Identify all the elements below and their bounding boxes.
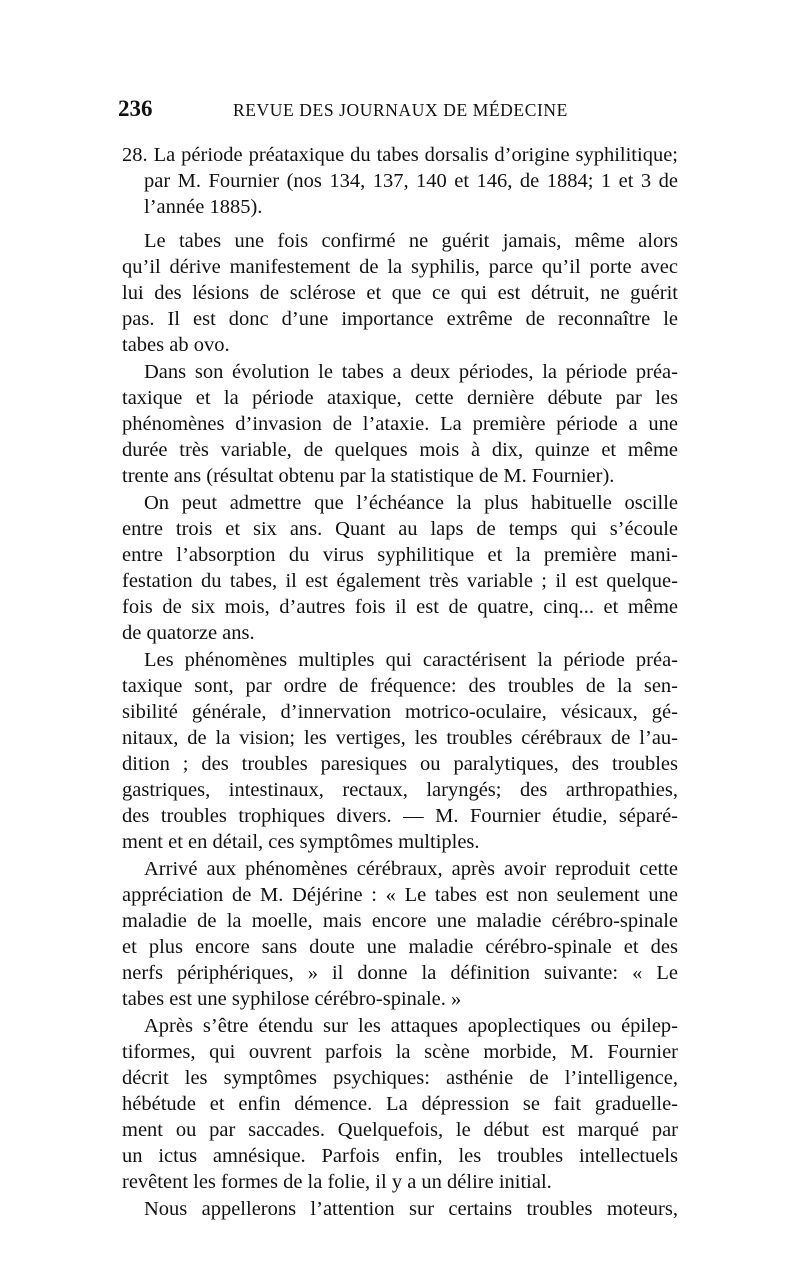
paragraph-line: taxique et la période ataxique, cette dernière débute par les — [122, 387, 678, 409]
paragraph-line: On peut admettre que l’échéance la plus habituelle oscille — [144, 492, 678, 514]
article-title-line: 28. La période préataxique du tabes dorsalis d’origine syphilitique; — [122, 144, 678, 166]
paragraph-line: tabes ab ovo. — [122, 334, 230, 356]
paragraph-line: trente ans (résultat obtenu par la statistique de M. Fournier). — [122, 465, 615, 487]
paragraph-line: pas. Il est donc d’une importance extrême de reconnaître le — [122, 308, 678, 330]
paragraph-line: ment ou par saccades. Quelquefois, le début est marqué par — [122, 1119, 678, 1141]
page-number: 236 — [118, 96, 153, 121]
paragraph-line: Dans son évolution le tabes a deux périodes, la période préa- — [144, 361, 678, 383]
paragraph-line: appréciation de M. Déjérine : « Le tabes est non seulement une — [122, 884, 678, 906]
paragraph-line: tabes est une syphilose cérébro-spinale. » — [122, 988, 462, 1010]
paragraph-line: Nous appellerons l’attention sur certains troubles moteurs, — [144, 1198, 678, 1220]
article-title-line: par M. Fournier (nos 134, 137, 140 et 146, de 1884; 1 et 3 de — [144, 170, 678, 192]
paragraph-line: des troubles trophiques divers. — M. Fournier étudie, séparé- — [122, 805, 678, 827]
paragraph-line: Arrivé aux phénomènes cérébraux, après avoir reproduit cette — [144, 858, 678, 880]
paragraph-line: décrit les symptômes psychiques: asthénie de l’intelligence, — [122, 1067, 678, 1089]
paragraph-line: entre l’absorption du virus syphilitique et la première mani- — [122, 544, 678, 566]
paragraph-line: Le tabes une fois confirmé ne guérit jamais, même alors — [144, 230, 678, 252]
paragraph-line: sibilité générale, d’innervation motrico-oculaire, vésicaux, gé- — [122, 701, 678, 723]
running-head: REVUE DES JOURNAUX DE MÉDECINE — [233, 100, 568, 120]
paragraph-line: ment et en détail, ces symptômes multiples. — [122, 831, 480, 853]
paragraph-line: gastriques, intestinaux, rectaux, laryngés; des arthropathies, — [122, 779, 678, 801]
paragraph-line: qu’il dérive manifestement de la syphilis, parce qu’il porte avec — [122, 256, 678, 278]
paragraph-line: Les phénomènes multiples qui caractérisent la période préa- — [144, 649, 678, 671]
page-header — [118, 96, 678, 126]
paragraph-line: entre trois et six ans. Quant au laps de temps qui s’écoule — [122, 518, 678, 540]
paragraph-line: phénomènes d’invasion de l’ataxie. La première période a une — [122, 413, 678, 435]
paragraph-line: tiformes, qui ouvrent parfois la scène morbide, M. Fournier — [122, 1041, 678, 1063]
paragraph-line: et plus encore sans doute une maladie cérébro-spinale et des — [122, 936, 678, 958]
paragraph-line: Après s’être étendu sur les attaques apoplectiques ou épilep- — [144, 1015, 678, 1037]
paragraph-line: nerfs périphériques, » il donne la définition suivante: « Le — [122, 962, 678, 984]
paragraph-line: hébétude et enfin démence. La dépression se fait graduelle- — [122, 1093, 678, 1115]
paragraph-line: lui des lésions de sclérose et que ce qui est détruit, ne guérit — [122, 282, 678, 304]
paragraph-line: revêtent les formes de la folie, il y a un délire initial. — [122, 1171, 552, 1193]
paragraph-line: durée très variable, de quelques mois à dix, quinze et même — [122, 439, 678, 461]
paragraph-line: festation du tabes, il est également très variable ; il est quelque- — [122, 570, 678, 592]
article-title-line: l’année 1885). — [144, 196, 263, 218]
paragraph-line: nitaux, de la vision; les vertiges, les troubles cérébraux de l’au- — [122, 727, 678, 749]
paragraph-line: de quatorze ans. — [122, 622, 255, 644]
paragraph-line: maladie de la moelle, mais encore une maladie cérébro-spinale — [122, 910, 678, 932]
paragraph-line: taxique sont, par ordre de fréquence: des troubles de la sen- — [122, 675, 678, 697]
paragraph-line: dition ; des troubles paresiques ou paralytiques, des troubles — [122, 753, 678, 775]
paragraph-line: un ictus amnésique. Parfois enfin, les troubles intellectuels — [122, 1145, 678, 1167]
paragraph-line: fois de six mois, d’autres fois il est de quatre, cinq... et même — [122, 596, 678, 618]
